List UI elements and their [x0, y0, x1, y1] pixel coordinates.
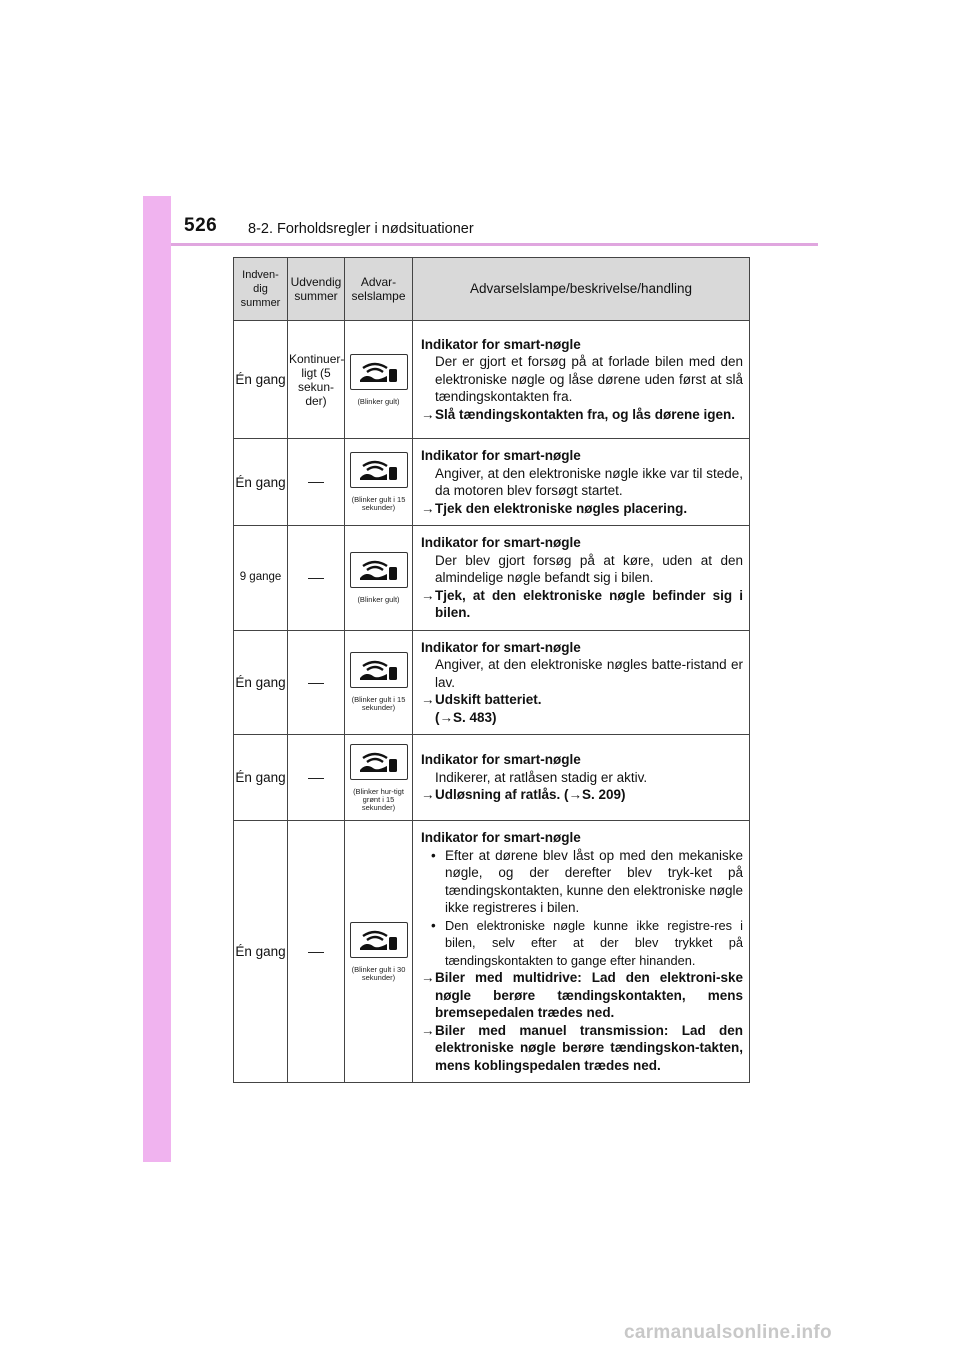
- smart-key-indicator-icon: [350, 652, 408, 688]
- bullet-item: • Den elektroniske nøgle kunne ikke registre-res i bilen, selv efter at der blev trykket på tændingskontakten to gange efter hinanden.: [431, 917, 743, 968]
- arrow-icon: →: [421, 787, 435, 803]
- external-buzzer-cell: [288, 821, 345, 1083]
- internal-buzzer-cell: Én gang: [234, 321, 288, 439]
- no-buzzer-dash: [308, 482, 324, 483]
- description-text: Der blev gjort forsøg på at køre, uden at den almindelige nøgle befandt sig i bilen.: [435, 552, 743, 585]
- table-row: [234, 439, 750, 526]
- action-line: [421, 500, 743, 518]
- internal-buzzer-cell: 9 gange: [234, 526, 288, 631]
- chapter-sidebar-tab: [143, 196, 171, 1162]
- description-text: Angiver, at den elektroniske nøgles batte-ristand er lav.: [435, 657, 743, 690]
- external-buzzer-cell: [288, 526, 345, 631]
- action-line: [421, 786, 743, 804]
- warning-light-cell: [345, 439, 413, 526]
- table-row: [234, 735, 750, 821]
- lamp-caption: (Blinker gult i 30 sekunder): [351, 964, 406, 982]
- description-title: Indikator for smart-nøgle: [421, 336, 581, 352]
- action-line: [421, 969, 743, 1022]
- watermark: carmanualsonline.info: [624, 1322, 832, 1343]
- lamp-caption: (Blinker hur-tigt grønt i 15 sekunder): [353, 786, 404, 812]
- description-text: Indikerer, at ratlåsen stadig er aktiv.: [435, 769, 648, 785]
- arrow-icon: →: [421, 970, 435, 985]
- col-header-external-buzzer: Udvendig summer: [288, 258, 345, 321]
- description-cell: [413, 821, 750, 1083]
- smart-key-indicator-icon: [350, 922, 408, 958]
- warning-table: [233, 257, 750, 1083]
- no-buzzer-dash: [308, 578, 324, 579]
- smart-key-indicator-icon: [350, 354, 408, 390]
- arrow-icon: →: [421, 406, 435, 422]
- no-buzzer-dash: [308, 683, 324, 684]
- description-title: Indikator for smart-nøgle: [421, 830, 581, 845]
- table-header-row: [234, 258, 750, 321]
- bullet-text: Efter at dørene blev låst op med den mekaniske nøgle, og der derefter blev tryk-ket på tændingskontakten, kunne den elektroniske nøgle ikke registreres i bilen.: [445, 847, 743, 915]
- description-title: Indikator for smart-nøgle: [421, 752, 581, 768]
- description-cell: [413, 439, 750, 526]
- action-line: [421, 1022, 743, 1075]
- warning-light-cell: [345, 821, 413, 1083]
- no-buzzer-dash: [308, 778, 324, 779]
- internal-buzzer-cell: Én gang: [234, 439, 288, 526]
- table-row: [234, 630, 750, 735]
- description-cell: [413, 735, 750, 821]
- smart-key-indicator-icon: [350, 452, 408, 488]
- arrow-icon: →: [421, 1022, 435, 1038]
- external-buzzer-cell: [288, 630, 345, 735]
- col-header-internal-buzzer: Indven-dig summer: [234, 258, 288, 321]
- warning-light-cell: [345, 735, 413, 821]
- bullet-item: • Efter at dørene blev låst op med den mekaniske nøgle, og der derefter blev tryk-ket på tændingskontakten, kunne den elektroniske nøgle ikke registreres i bilen.: [431, 847, 743, 915]
- col-header-description: Advarselslampe/beskrivelse/handling: [413, 258, 750, 321]
- internal-buzzer-cell: Én gang: [234, 735, 288, 821]
- action-text: Tjek, at den elektroniske nøgle befinder sig i bilen.: [435, 587, 743, 620]
- lamp-caption: (Blinker gult): [357, 594, 400, 604]
- description-title: Indikator for smart-nøgle: [421, 535, 581, 550]
- internal-buzzer-cell: Én gang: [234, 630, 288, 735]
- arrow-icon: →: [421, 587, 435, 603]
- arrow-icon: →: [421, 692, 435, 707]
- warning-light-cell: [345, 321, 413, 439]
- table-row: [234, 526, 750, 631]
- action-text: Tjek den elektroniske nøgles placering.: [435, 500, 688, 516]
- description-cell: [413, 526, 750, 631]
- external-buzzer-cell: Kontinuer-ligt (5 sekun-der): [288, 321, 345, 439]
- action-text: Biler med manuel transmission: Lad den elektroniske nøgle berøre tændingskon-takten, mens koblingspedalen trædes ned.: [435, 1022, 743, 1073]
- table-row: [234, 321, 750, 439]
- description-title: Indikator for smart-nøgle: [421, 639, 581, 655]
- section-title: 8-2. Forholdsregler i nødsituationer: [248, 221, 474, 237]
- header-rule: [171, 243, 818, 246]
- description-cell: [413, 321, 750, 439]
- internal-buzzer-cell: Én gang: [234, 821, 288, 1083]
- arrow-icon: →: [421, 500, 435, 516]
- external-buzzer-cell: [288, 735, 345, 821]
- description-title: Indikator for smart-nøgle: [421, 448, 581, 463]
- description-text: Der er gjort et forsøg på at forlade bilen med den elektroniske nøgle og låse dørene uden først at slå tændingskontakten fra.: [435, 354, 743, 405]
- smart-key-indicator-icon: [350, 552, 408, 588]
- description-text: Angiver, at den elektroniske nøgle ikke var til stede, da motoren blev forsøgt startet.: [435, 465, 743, 498]
- bullet-text: Den elektroniske nøgle kunne ikke registre-res i bilen, selv efter at der blev trykket på tændingskontakten to gange efter hinanden.: [445, 917, 743, 968]
- no-buzzer-dash: [308, 952, 324, 953]
- warning-light-cell: [345, 630, 413, 735]
- lamp-caption: (Blinker gult): [357, 396, 400, 406]
- action-line: [421, 406, 743, 424]
- description-cell: [413, 630, 750, 735]
- action-line: [421, 691, 743, 709]
- external-buzzer-cell: [288, 439, 345, 526]
- action-line: [421, 587, 743, 622]
- warning-light-cell: [345, 526, 413, 631]
- page-number: 526: [184, 215, 218, 236]
- lamp-caption: (Blinker gult i 15 sekunder): [351, 495, 406, 512]
- action-text: Udløsning af ratlås. (→S. 209): [435, 787, 626, 803]
- lamp-caption: (Blinker gult i 15 sekunder): [351, 695, 406, 713]
- col-header-warning-light: Advar-selslampe: [345, 258, 413, 321]
- action-text: Biler med multidrive: Lad den elektroni-ske nøgle berøre tændingskontakten, mens bremsepedalen trædes ned.: [435, 970, 743, 1020]
- page-reference: (→S. 483): [435, 709, 497, 725]
- action-text: Udskift batteriet.: [435, 692, 542, 707]
- smart-key-indicator-icon: [350, 744, 408, 780]
- action-text: Slå tændingskontakten fra, og lås dørene igen.: [435, 406, 736, 422]
- table-row: [234, 821, 750, 1083]
